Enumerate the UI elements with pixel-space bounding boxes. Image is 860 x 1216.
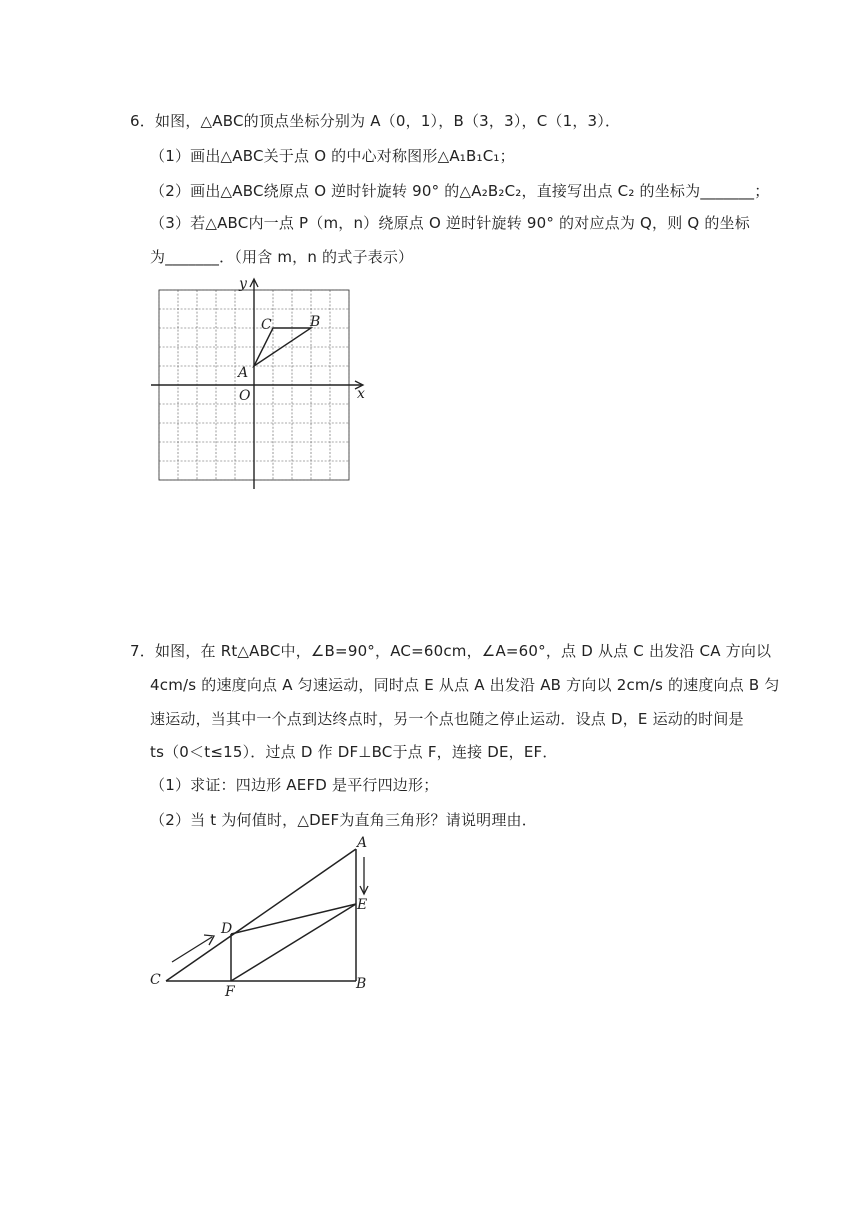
arrow-c-to-a-shaft — [172, 937, 212, 962]
point-c-label: C — [261, 317, 272, 333]
origin-label: O — [239, 388, 251, 404]
q6-part3-line2: 为_______．（用含 m，n 的式子表示） — [150, 248, 414, 266]
q7-stem-line4: ts（0＜t≤15）．过点 D 作 DF⊥BC于点 F，连接 DE，EF． — [150, 743, 558, 761]
side-ca — [166, 849, 356, 981]
point-b-label: B — [356, 976, 367, 992]
point-f-label: F — [225, 984, 235, 1000]
segment-de — [231, 904, 356, 934]
point-a-label: A — [357, 835, 368, 851]
q6-stem: 6．如图，△ABC的顶点坐标分别为 A（0，1），B（3，3），C（1，3）． — [130, 112, 621, 130]
point-b-label: B — [310, 314, 321, 330]
q7-stem-line3: 速运动，当其中一个点到达终点时，另一个点也随之停止运动．设点 D，E 运动的时间是 — [150, 710, 744, 728]
arrow-c-to-a-icon — [204, 935, 214, 945]
q7-part2: （2）当 t 为何值时，△DEF为直角三角形？请说明理由． — [150, 811, 537, 829]
point-a-label: A — [238, 365, 249, 381]
point-d-label: D — [221, 921, 233, 937]
y-axis-label: y — [239, 276, 247, 292]
q6-part2: （2）画出△ABC绕原点 O 逆时针旋转 90° 的△A₂B₂C₂，直接写出点 C₂ 的坐标为_______； — [150, 182, 770, 200]
point-c-label: C — [150, 972, 161, 988]
point-e-label: E — [357, 897, 368, 913]
q6-part1: （1）画出△ABC关于点 O 的中心对称图形△A₁B₁C₁； — [150, 147, 515, 165]
q7-part1: （1）求证：四边形 AEFD 是平行四边形； — [150, 776, 439, 794]
segment-ef — [231, 904, 356, 981]
q7-stem-line1: 7．如图，在 Rt△ABC中，∠B=90°，AC=60cm，∠A=60°，点 D 从点 C 出发沿 CA 方向以 — [130, 642, 772, 660]
x-axis-label: x — [357, 386, 365, 402]
q6-part3-line1: （3）若△ABC内一点 P（m，n）绕原点 O 逆时针旋转 90° 的对应点为 Q，则 Q 的坐标 — [150, 214, 750, 232]
q7-stem-line2: 4cm/s 的速度向点 A 匀速运动，同时点 E 从点 A 出发沿 AB 方向以 2cm/s 的速度向点 B 匀 — [150, 676, 780, 694]
